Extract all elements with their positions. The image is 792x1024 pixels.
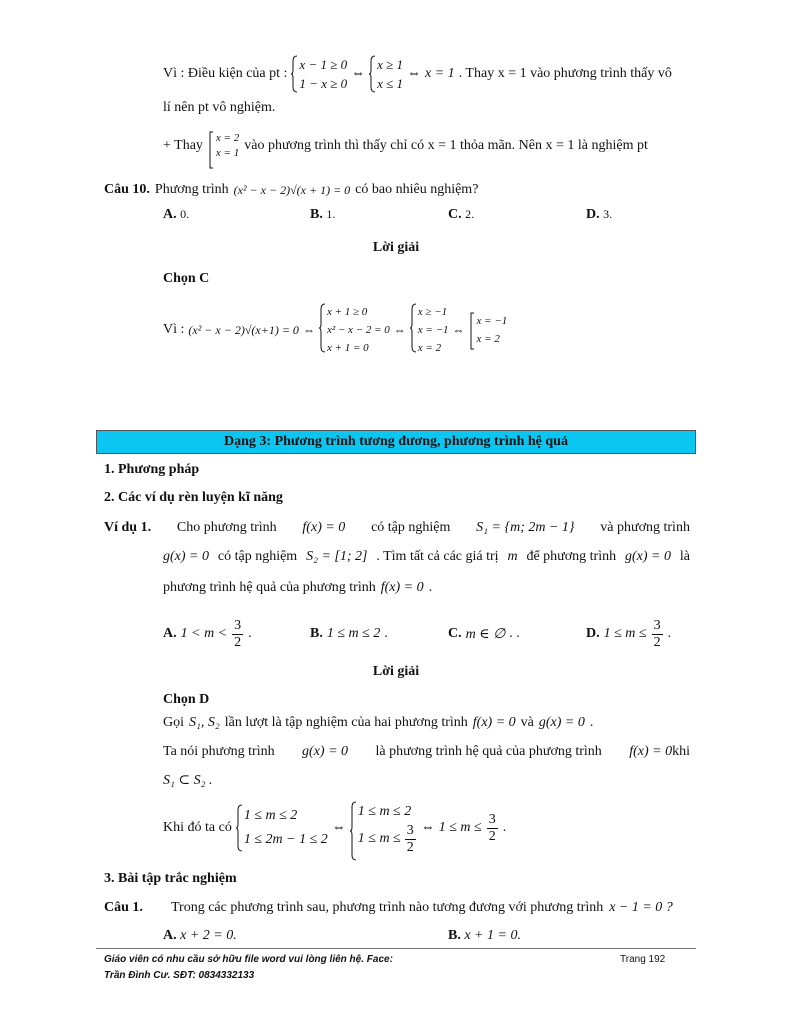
solution-line-1: Gọi S₁, S₂ lần lượt là tập nghiệm của hai phương trình f(x) = 0 và g(x) = 0 . (163, 715, 594, 730)
equation: (x² − x − 2)√(x + 1) = 0 (233, 182, 351, 197)
subset-line: S₁ ⊂ S₂ . (163, 773, 213, 788)
fraction: $\frac{3}{2}$ (234, 617, 242, 650)
left-brace (319, 303, 326, 353)
left-brace (236, 804, 243, 852)
system-A: 1 ≤ m ≤ 2 1 ≤ 2m − 1 ≤ 2 (236, 804, 328, 852)
vidu1-line2: g(x) = 0 có tập nghiệm S₂ = [1; 2] . Tìm tất cả các giá trị m để phương trình g(x) = 0 là (163, 549, 690, 564)
solution-line-2: Ta nói phương trình g(x) = 0 là phương trình hệ quả của phương trình f(x) = 0khi (163, 744, 690, 759)
system-1: x + 1 ≥ 0 x² − x − 2 = 0 x + 1 = 0 (319, 303, 390, 357)
left-brace (410, 303, 417, 353)
page-number: Trang 192 (620, 954, 666, 965)
left-bracket (208, 131, 215, 169)
question-number: Câu 10. (104, 182, 150, 197)
condition-line (163, 56, 672, 92)
cau10-solution: Vì : (x² − x − 2)√(x+1) = 0 ⇔ x + 1 ≥ 0 x² − x − 2 = 0 x + 1 = 0 ⇔ x ≥ −1 x = −1 x = 2 ⇔ x = −1 x = 2 (163, 302, 507, 358)
left-brace (350, 801, 357, 861)
khi-do-line: Khi đó ta có 1 ≤ m ≤ 2 1 ≤ 2m − 1 ≤ 2 ⇔ 1 ≤ m ≤ 2 1 ≤ m ≤ $\frac{3}{2}$ ⇔ 1 ≤ m ≤ $\frac{3}{2}$ . (163, 796, 506, 860)
heading-bai-tap: 3. Bài tập trắc nghiệm (104, 871, 237, 886)
cau10-question: Câu 10. Phương trình (x² − x − 2)√(x + 1) = 0 có bao nhiêu nghiệm? (104, 182, 479, 197)
footer-contact-2: Trần Đình Cư. SĐT: 0834332133 (104, 970, 255, 981)
fraction: $\frac{3}{2}$ (488, 811, 496, 844)
vidu1-option-c[interactable]: C. m ∈ ∅ . . (448, 626, 520, 642)
loi-giai-heading-2: Lời giải (372, 664, 420, 679)
fraction: $\frac{3}{2}$ (406, 822, 414, 855)
tail-text: . Thay x = 1 vào phương trình thấy vô (458, 66, 672, 81)
system-B: 1 ≤ m ≤ 2 1 ≤ m ≤ $\frac{3}{2}$ (350, 801, 417, 856)
footer-contact-1: Giáo viên có nhu cầu sở hữu file word vui lòng liên hệ. Face: (104, 954, 393, 965)
vidu1-option-a[interactable]: A. 1 < m < $\frac{3}{2}$ . (163, 617, 252, 650)
cau10-option-d[interactable]: D. 3. (586, 207, 613, 222)
vi-prefix: Vì : Điều kiện của pt : (163, 66, 288, 81)
cau1-option-a[interactable]: A. x + 2 = 0. (163, 928, 237, 943)
system-3: x = −1 x = 2 (469, 312, 508, 348)
thay-system: x = 2 x = 1 (208, 131, 239, 161)
cau10-option-b[interactable]: B. 1. (310, 207, 336, 222)
equiv-symbol: ⇔ (407, 66, 422, 81)
chon-answer-2: Chọn D (163, 692, 210, 707)
system-a: x − 1 ≥ 0 1 − x ≥ 0 (291, 55, 347, 93)
system-b: x ≥ 1 x ≤ 1 (369, 55, 403, 93)
heading-phuong-phap: 1. Phương pháp (104, 462, 200, 477)
thay-line: + Thay x = 2 x = 1 vào phương trình thì thấy chỉ có x = 1 thỏa mãn. Nên x = 1 là nghiệm pt (163, 128, 648, 164)
loi-giai-heading: Lời giải (372, 240, 420, 255)
example-label: Ví dụ 1. (104, 520, 152, 535)
question-number: Câu 1. (104, 900, 143, 915)
line2: lí nên pt vô nghiệm. (163, 100, 276, 115)
vidu1-option-d[interactable]: D. 1 ≤ m ≤ $\frac{3}{2}$ . (586, 617, 672, 650)
cau1-question: Câu 1. Trong các phương trình sau, phương trình nào tương đương với phương trình x − 1 = 0 ? (104, 900, 673, 915)
cau10-option-c[interactable]: C. 2. (448, 207, 475, 222)
vidu1-line1: Ví dụ 1. Cho phương trình f(x) = 0 có tập nghiệm S₁ = {m; 2m − 1} và phương trình (104, 520, 690, 535)
fraction: $\frac{3}{2}$ (653, 617, 661, 650)
left-brace (291, 55, 298, 93)
vidu1-line3: phương trình hệ quả của phương trình f(x) = 0 . (163, 580, 433, 595)
left-brace (369, 55, 376, 93)
footer-divider (96, 948, 696, 949)
section-title-bar: Dạng 3: Phương trình tương đương, phương trình hệ quả (96, 430, 696, 454)
result: x = 1 (425, 66, 455, 81)
cau1-option-b[interactable]: B. x + 1 = 0. (448, 928, 521, 943)
cau10-option-a[interactable]: A. 0. (163, 207, 190, 222)
equiv-symbol: ⇔ (351, 66, 366, 81)
system-2: x ≥ −1 x = −1 x = 2 (410, 303, 449, 357)
heading-vi-du: 2. Các ví dụ rèn luyện kĩ năng (104, 490, 283, 505)
chon-answer: Chọn C (163, 271, 210, 286)
left-bracket (469, 312, 476, 350)
vidu1-option-b[interactable]: B. 1 ≤ m ≤ 2 . (310, 626, 388, 641)
